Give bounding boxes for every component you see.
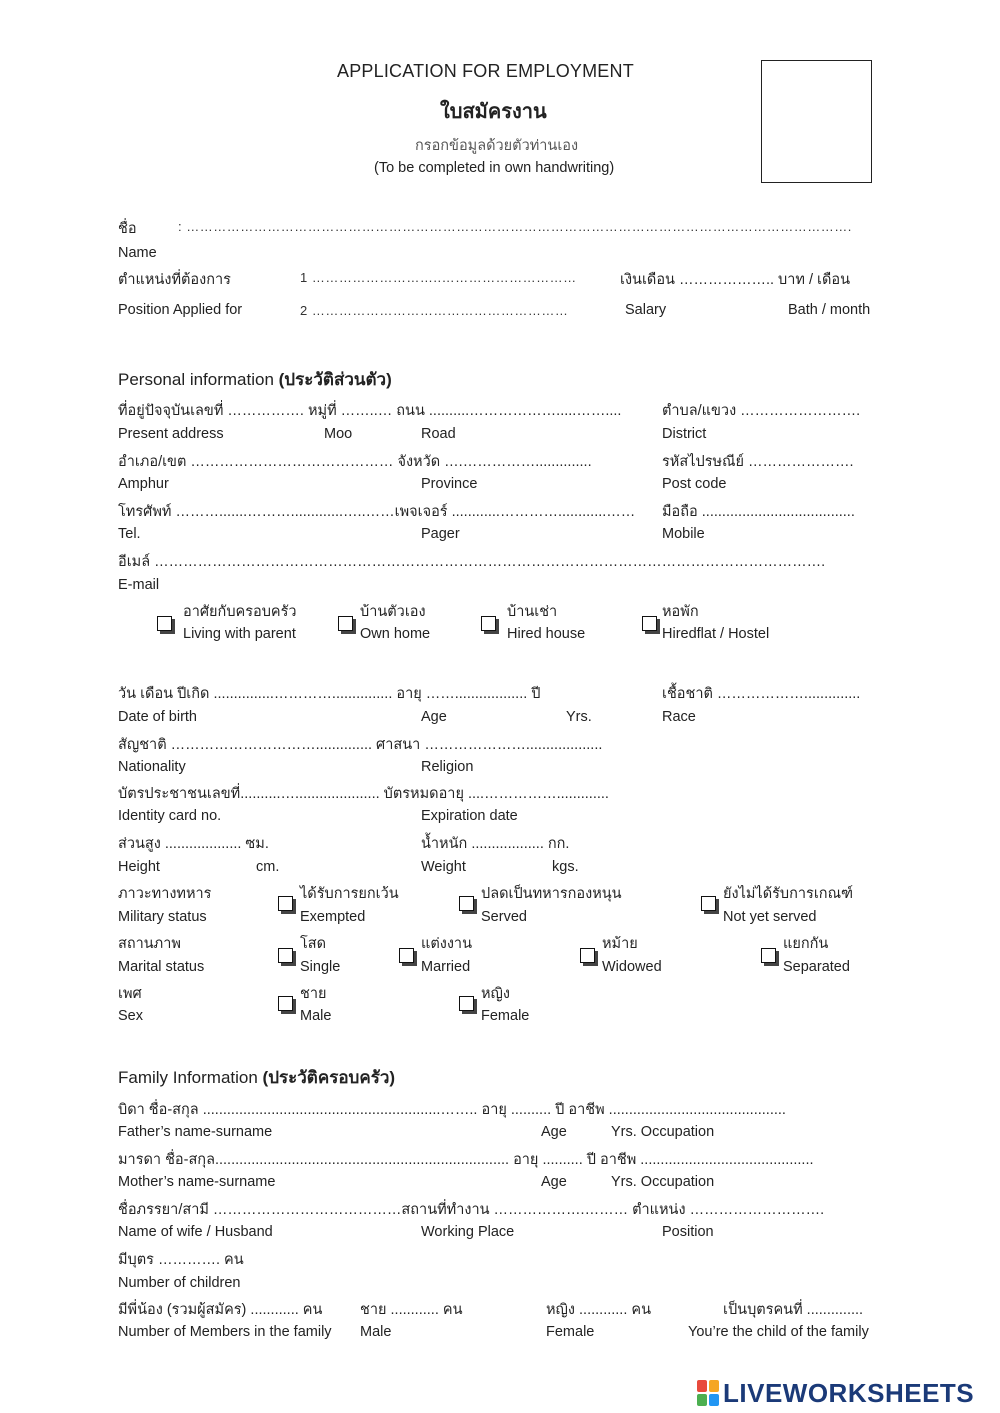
height-field[interactable]: ส่วนสูง ................... ซม.: [118, 836, 269, 852]
amphur-label: Amphur: [118, 476, 169, 492]
notyet-label-th: ยังไม่ได้รับการเกณฑ์: [723, 886, 854, 902]
father-label: Father’s name-surname: [118, 1124, 273, 1140]
father-age-label: Age: [541, 1124, 567, 1140]
working-place-label: Working Place: [421, 1224, 515, 1240]
brand-name: LIVEWORKSHEETS: [723, 1377, 975, 1408]
family-heading: Family Information (ประวัติครอบครัว): [118, 1068, 396, 1087]
liveworksheets-icon: [697, 1380, 719, 1406]
own-home-label-th: บ้านตัวเอง: [360, 604, 426, 620]
married-label-th: แต่งงาน: [421, 936, 472, 952]
yrs-label: Yrs.: [566, 709, 592, 725]
military-label-th: ภาวะทางทหาร: [118, 886, 212, 902]
not-yet-served-checkbox[interactable]: [701, 896, 716, 911]
district-label: District: [662, 426, 707, 442]
father-occupation-label: Yrs. Occupation: [611, 1124, 715, 1140]
hostel-checkbox[interactable]: [642, 616, 657, 631]
district-field[interactable]: ตำบล/แขวง …………………….: [662, 403, 861, 419]
name-label-th: ชื่อ: [118, 221, 137, 237]
race-label: Race: [662, 709, 696, 725]
pager-label: Pager: [421, 526, 460, 542]
mother-field[interactable]: มารดา ชื่อ-สกุล......................................................................... อายุ .......... ปี อาชีพ ...........................................: [118, 1152, 814, 1168]
weight-field[interactable]: น้ำหนัก .................. กก.: [421, 836, 570, 852]
female-label-th: หญิง: [481, 986, 510, 1002]
separated-checkbox[interactable]: [761, 948, 776, 963]
female-label-en: Female: [481, 1008, 530, 1024]
own-home-checkbox[interactable]: [338, 616, 353, 631]
tel-label: Tel.: [118, 526, 141, 542]
hostel-label-th: หอพัก: [662, 604, 699, 620]
own-home-label-en: Own home: [360, 626, 431, 642]
single-label-th: โสด: [300, 936, 327, 952]
form-note-en: (To be completed in own handwriting): [374, 160, 615, 176]
mother-age-label: Age: [541, 1174, 567, 1190]
name-field[interactable]: : ………………………………………………………………………………………………………………………………….: [178, 219, 852, 234]
marital-label-th: สถานภาพ: [118, 936, 181, 952]
form-title-en: APPLICATION FOR EMPLOYMENT: [337, 61, 634, 81]
single-label-en: Single: [300, 959, 341, 975]
hostel-label-en: Hiredflat / Hostel: [662, 626, 770, 642]
salary-field[interactable]: เงินเดือน ……………….. บาท / เดือน: [620, 272, 851, 288]
mother-label: Mother’s name-surname: [118, 1174, 276, 1190]
hired-house-label-th: บ้านเช่า: [507, 604, 558, 620]
male-siblings-label: Male: [360, 1324, 392, 1340]
marital-label-en: Marital status: [118, 959, 205, 975]
spouse-position-label: Position: [662, 1224, 714, 1240]
child-of-label: You’re the child of the family: [688, 1324, 869, 1340]
nationality-label: Nationality: [118, 759, 186, 775]
amphur-province-field[interactable]: อำเภอ/เขต …………………………………… จังหวัด ….……………..............: [118, 454, 592, 470]
exempted-label-th: ได้รับการยกเว้น: [300, 886, 399, 902]
email-label: E-mail: [118, 577, 160, 593]
name-label-en: Name: [118, 245, 157, 261]
female-siblings-field[interactable]: หญิง ............ คน: [546, 1302, 652, 1318]
child-number-field[interactable]: เป็นบุตรคนที่ ..............: [723, 1302, 864, 1318]
female-siblings-label: Female: [546, 1324, 595, 1340]
sex-label-th: เพศ: [118, 986, 142, 1002]
military-label-en: Military status: [118, 909, 207, 925]
age-label: Age: [421, 709, 447, 725]
personal-heading: Personal information (ประวัติส่วนตัว): [118, 370, 392, 389]
mother-occupation-label: Yrs. Occupation: [611, 1174, 715, 1190]
female-checkbox[interactable]: [459, 996, 474, 1011]
kgs-label: kgs.: [552, 859, 579, 875]
children-label: Number of children: [118, 1275, 241, 1291]
road-label: Road: [421, 426, 456, 442]
religion-label: Religion: [421, 759, 474, 775]
liveworksheets-logo: [697, 1378, 974, 1408]
exempted-checkbox[interactable]: [278, 896, 293, 911]
served-label-th: ปลดเป็นทหารกองหนุน: [481, 886, 622, 902]
race-field[interactable]: เชื้อชาติ ………………..............: [662, 686, 861, 702]
spouse-field[interactable]: ชื่อภรรยา/สามี …………………………………สถานที่ทำงาน ……………….……… ตำแหน่ง ……………………….: [118, 1202, 825, 1218]
position-label-th: ตำแหน่งที่ต้องการ: [118, 272, 231, 288]
address-field[interactable]: ที่อยู่ปัจจุบันเลขที่ ……………. หมู่ที่ ……..… ถนน ..........……………….....……....: [118, 403, 622, 419]
position-2-field[interactable]: 2 …………………………………………………: [300, 303, 569, 318]
province-label: Province: [421, 476, 478, 492]
moo-label: Moo: [324, 426, 353, 442]
nationality-religion-field[interactable]: สัญชาติ ………………………….............. ศาสนา …………………...................: [118, 737, 603, 753]
form-note-th: กรอกข้อมูลด้วยตัวท่านเอง: [415, 138, 579, 154]
dob-label: Date of birth: [118, 709, 197, 725]
male-checkbox[interactable]: [278, 996, 293, 1011]
photo-box: [761, 60, 872, 183]
dob-age-field[interactable]: วัน เดือน ปีเกิด ...............…………............... อายุ …….................. ปี: [118, 686, 541, 702]
position-label-en: Position Applied for: [118, 302, 243, 318]
idcard-label: Identity card no.: [118, 808, 222, 824]
email-field[interactable]: อีเมล์ ………………………………………………………………………………………………………………………….: [118, 554, 826, 570]
height-label: Height: [118, 859, 160, 875]
salary-label-en: Salary: [625, 302, 667, 318]
male-siblings-field[interactable]: ชาย ............ คน: [360, 1302, 463, 1318]
hired-house-checkbox[interactable]: [481, 616, 496, 631]
widowed-label-en: Widowed: [602, 959, 662, 975]
cm-label: cm.: [256, 859, 280, 875]
bath-month-label: Bath / month: [788, 302, 871, 318]
father-field[interactable]: บิดา ชื่อ-สกุล ...........................................................…….. อายุ .......... ปี อาชีพ ............................................: [118, 1102, 786, 1118]
exempted-label-en: Exempted: [300, 909, 366, 925]
widowed-label-th: หม้าย: [602, 936, 638, 952]
children-field[interactable]: มีบุตร …………. คน: [118, 1252, 244, 1268]
mobile-field[interactable]: มือถือ ......................................: [662, 504, 855, 520]
male-label-th: ชาย: [300, 986, 327, 1002]
members-label: Number of Members in the family: [118, 1324, 332, 1340]
present-address-label: Present address: [118, 426, 224, 442]
married-checkbox[interactable]: [399, 948, 414, 963]
post-code-label: Post code: [662, 476, 727, 492]
separated-label-th: แยกกัน: [783, 936, 829, 952]
form-title-th: ใบสมัครงาน: [440, 101, 547, 123]
single-checkbox[interactable]: [278, 948, 293, 963]
mobile-label: Mobile: [662, 526, 705, 542]
hired-house-label-en: Hired house: [507, 626, 586, 642]
served-checkbox[interactable]: [459, 896, 474, 911]
male-label-en: Male: [300, 1008, 332, 1024]
notyet-label-en: Not yet served: [723, 909, 817, 925]
served-label-en: Served: [481, 909, 527, 925]
sex-label-en: Sex: [118, 1008, 143, 1024]
postcode-field[interactable]: รหัสไปรษณีย์ ………………….: [662, 454, 854, 470]
living-label-th: อาศัยกับครอบครัว: [183, 604, 297, 620]
position-1-field[interactable]: 1 ………………………..…………………………: [300, 270, 577, 285]
spouse-label: Name of wife / Husband: [118, 1224, 273, 1240]
siblings-field[interactable]: มีพี่น้อง (รวมผู้สมัคร) ............ คน: [118, 1302, 323, 1318]
living-label-en: Living with parent: [183, 626, 296, 642]
expiration-label: Expiration date: [421, 808, 518, 824]
widowed-checkbox[interactable]: [580, 948, 595, 963]
tel-pager-field[interactable]: โทรศัพท์ ……….......……….............…..……เพจเจอร์ ............…………............……: [118, 504, 636, 520]
separated-label-en: Separated: [783, 959, 850, 975]
weight-label: Weight: [421, 859, 466, 875]
living-with-parent-checkbox[interactable]: [157, 616, 172, 631]
married-label-en: Married: [421, 959, 471, 975]
idcard-field[interactable]: บัตรประชาชนเลขที่..........…..................... บัตรหมดอายุ ....…………….............: [118, 786, 609, 802]
